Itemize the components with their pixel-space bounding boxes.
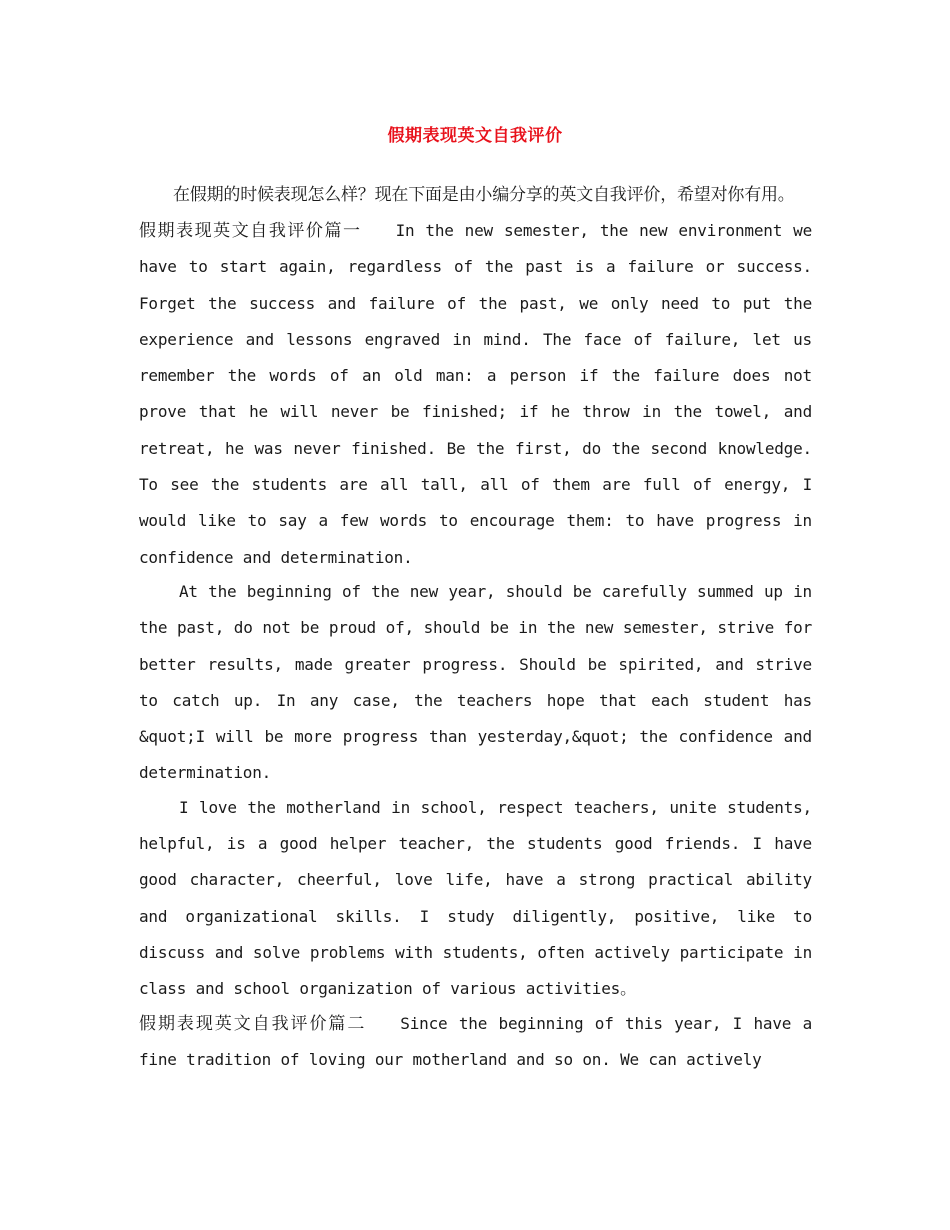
section1-paragraph-3: I love the motherland in school, respect teachers, unite students, helpful, is a good helper teacher, the students good friends. I have good character, cheerful, love life, have a strong practical ability and organizational skills. I study diligently, positive, like to discuss and solve problems with students, often actively participate in class and school organization of various activities。 [139,797,812,999]
section2-paragraph-1 [139,1006,812,1079]
section1-paragraph-2: At the beginning of the new year, should be carefully summed up in the past, do not be proud of, should be in the new semester, strive for better results, made greater progress. Should be spirited, and strive to catch up. In any case, the teachers hope that each student has &quot;I will be more progress than yesterday,&quot; the confidence and determination. [139,581,812,783]
section2-paragraph-1-text: Since the beginning of this year, I have a fine tradition of loving our motherland and so on. We can actively [139,1013,813,1069]
section1-paragraph-1 [139,213,812,576]
section1-heading: 假期表现英文自我评价篇一 [139,221,362,241]
section2-heading: 假期表现英文自我评价篇二 [139,1013,367,1034]
document-body [139,178,812,1078]
page-title: 假期表现英文自我评价 [387,126,563,146]
intro-paragraph: 在假期的时候表现怎么样？现在下面是由小编分享的英文自我评价，希望对你有用。 [173,185,795,205]
section1-paragraph-1-text: In the new semester, the new environment we have to start again, regardless of the past is a failure or success. Forget the success and failure of the past, we only need to put the experience and lessons engraved in mind. The face of failure, let us remember the words of an old man: a person if the failure does not prove that he will never be finished; if he throw in the towel, and retreat, he was never finished. Be the first, do the second knowledge. To see the students are all tall, all of them are full of energy, I would like to say a few words to encourage them: to have progress in confidence and determination. [139,221,812,567]
